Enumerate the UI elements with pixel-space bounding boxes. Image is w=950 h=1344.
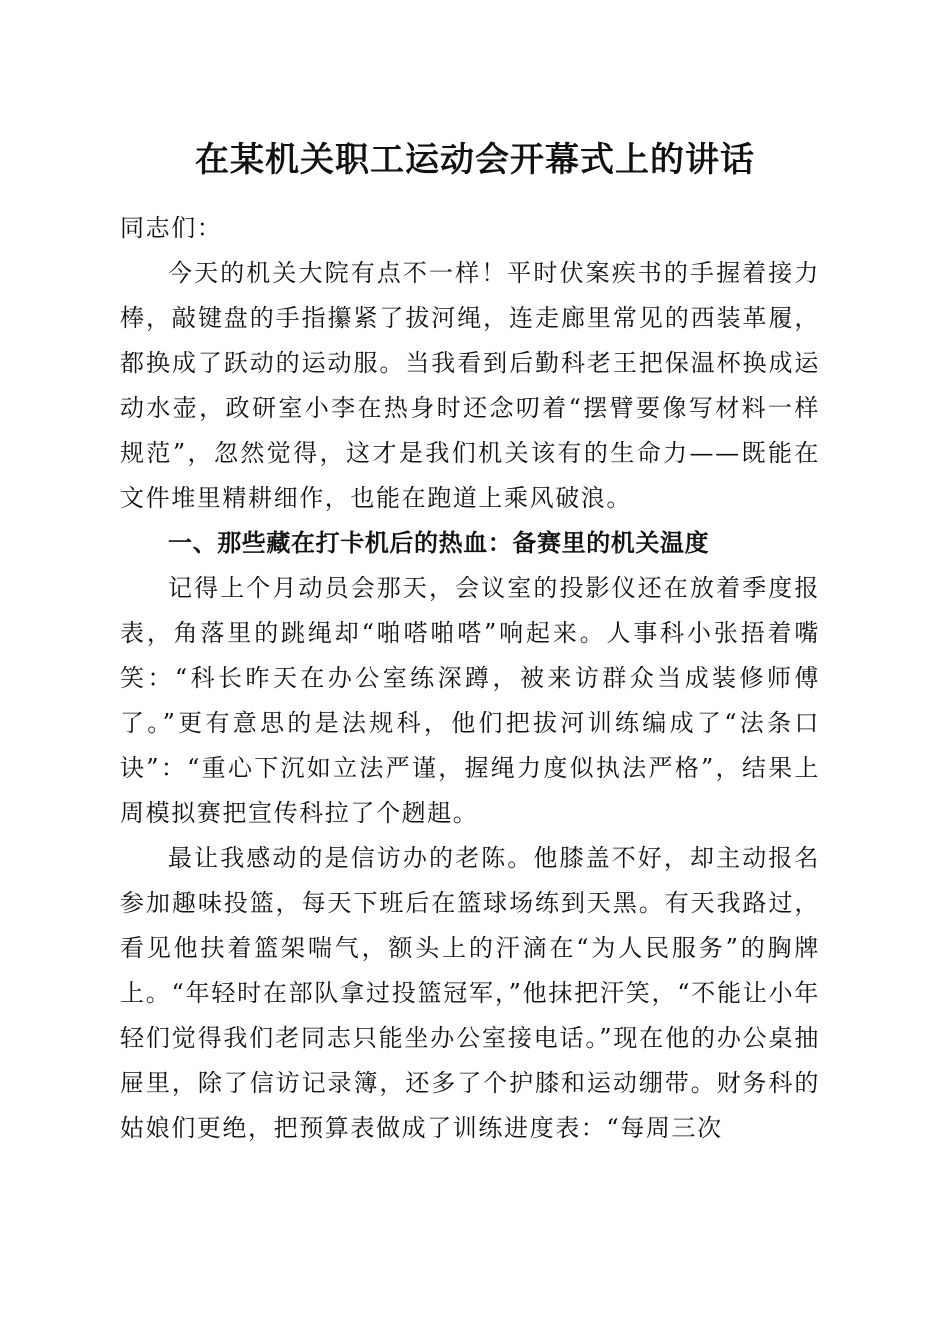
paragraph-section-1: 记得上个月动员会那天，会议室的投影仪还在放着季度报表，角落里的跳绳却“啪嗒啪嗒”响起来。人事科小张捂着嘴笑：“科长昨天在办公室练深蹲，被来访群众当成装修师傅了。”更有意思的是法规科，他们把拔河训练编成了“法条口诀”：“重心下沉如立法严谨，握绳力度似执法严格”，结果上周模拟赛把宣传科拉了个趔趄。 (120, 574, 820, 827)
document-body (120, 206, 820, 1151)
paragraph-section-2: 最让我感动的是信访办的老陈。他膝盖不好，却主动报名参加趣味投篮，每天下班后在篮球场练到天黑。有天我路过，看见他扶着篮架喘气，额头上的汗滴在“为人民服务”的胸牌上。“年轻时在部队拿过投篮冠军，”他抹把汗笑，“不能让小年轻们觉得我们老同志只能坐办公室接电话。”现在他的办公桌抽屉里，除了信访记录簿，还多了个护膝和运动绷带。财务科的姑娘们更绝，把预算表做成了训练进度表：“每周三次 (120, 844, 820, 1142)
salutation: 同志们： (120, 214, 223, 242)
paragraph-intro: 今天的机关大院有点不一样！平时伏案疾书的手握着接力棒，敲键盘的手指攥紧了拔河绳，连走廊里常见的西装革履，都换成了跃动的运动服。当我看到后勤科老王把保温杯换成运动水壶，政研室小李在热身时还念叨着“摆臂要像写材料一样规范”，忽然觉得，这才是我们机关该有的生命力——既能在文件堆里精耕细作，也能在跑道上乘风破浪。 (120, 259, 820, 512)
section-heading: 一、那些藏在打卡机后的热血：备赛里的机关温度 (168, 529, 710, 557)
document-title: 在某机关职工运动会开幕式上的讲话 (195, 140, 755, 180)
